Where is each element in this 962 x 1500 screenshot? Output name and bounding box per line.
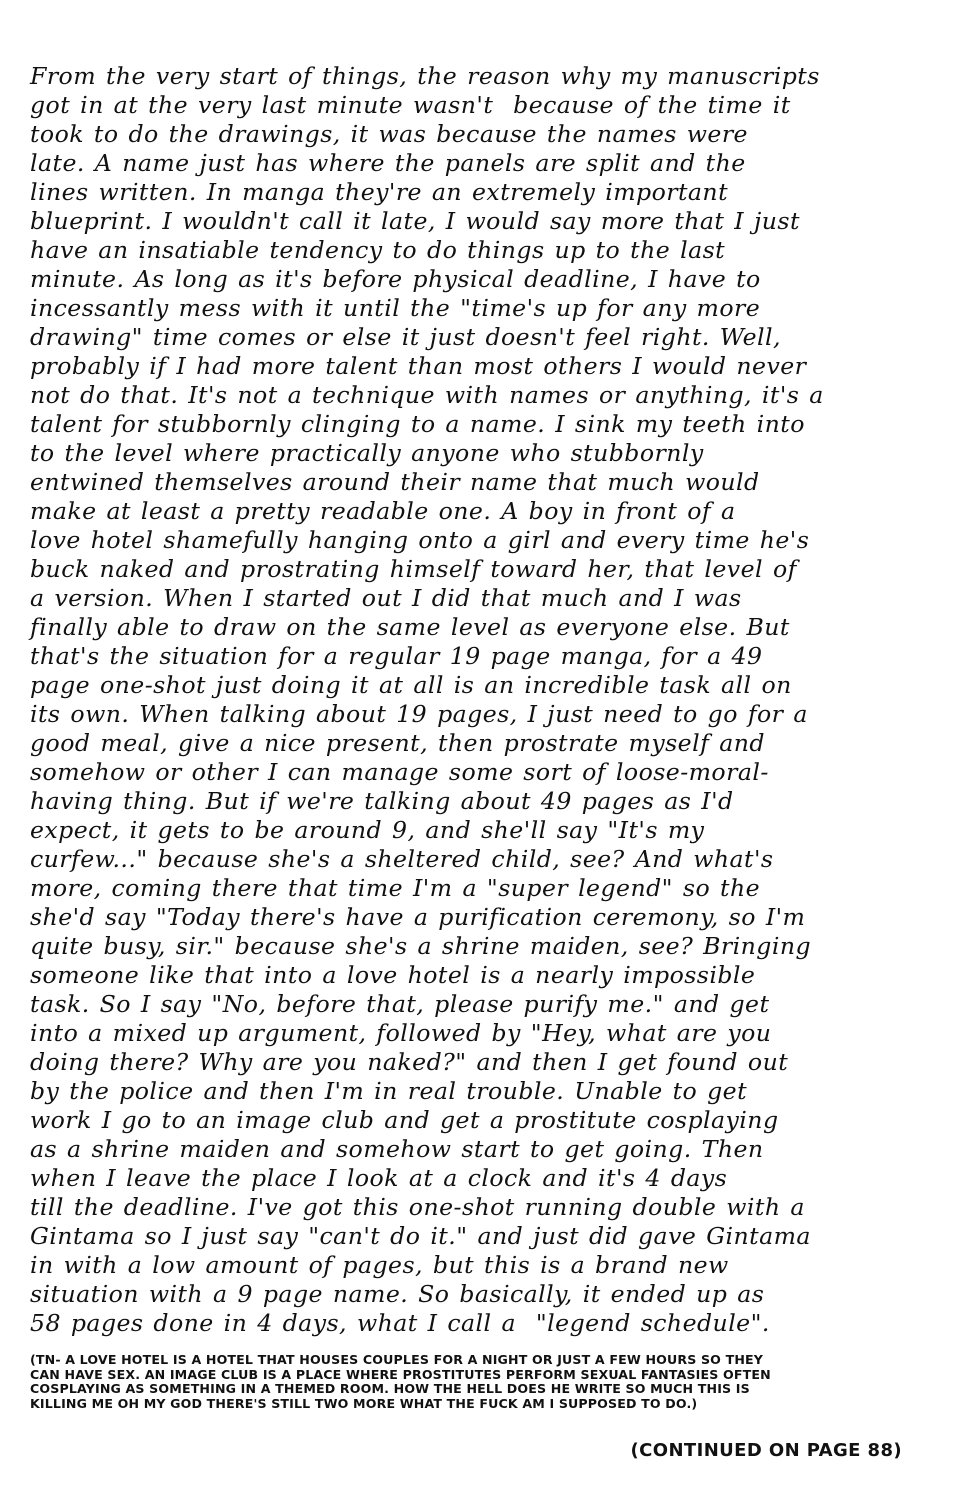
main-text: From the very start of things, the reason why my manuscripts got in at the very last minute wasn't because of the time it took to do the drawings, it was because the names were late. A name just has where the panels are split and the lines written. In manga they're an extremely important blueprint. I wouldn't call it late, I would say more that I just have an insatiable tendency to do things up to the last minute. As long as it's before physical deadline, I have to incessantly mess with it until the "time's up for any more drawing" time comes or else it just doesn't feel right. Well, probably if I had more talent than most others I would never not do that. It's not a technique with names or anything, it's a talent for stubbornly clinging to a name. I sink my teeth into to the level where practically anyone who stubbornly entwined themselves around their name that much would make at least a pretty readable one. A boy in front of a love hotel shamefully hanging onto a girl and every time he's buck naked and prostrating himself toward her, that level of a version. When I started out I did that much and I was finally able to draw on the same level as everyone else. But that's the situation for a regular 19 page manga, for a 49 page one-shot just doing it at all is an incredible task all on its own. When talking about 19 pages, I just need to go for a good meal, give a nice present, then prostrate myself and somehow or other I can manage some sort of loose-moral- having thing. But if we're talking about 49 pages as I'd expect, it gets to be around 9, and she'll say "It's my curfew..." because she's a sheltered child, see? And what's more, coming there that time I'm a "super legend" so the she'd say "Today there's have a purification ceremony, so I'm quite busy, sir." because she's a shrine maiden, see? Bringing someone like that into a love hotel is a nearly impossible task. So I say "No, before that, please purify me." and get into a mixed up argument, followed by "Hey, what are you doing there? Why are you naked?" and then I get found out by the police and then I'm in real trouble. Unable to get work I go to an image club and get a prostitute cosplaying as a shrine maiden and somehow start to get going. Then when I leave the place I look at a clock and it's 4 days till the deadline. I've got this one-shot running double with a Gintama so I just say "can't do it." and just did gave Gintama in with a low amount of pages, but this is a brand new situation with a 9 page name. So basically, it ended up as 58 pages done in 4 days, what I call a "legend schedule". [30, 62, 824, 1337]
continued-label: (CONTINUED ON PAGE 88) [630, 1440, 902, 1461]
translator-note: (TN- A LOVE HOTEL IS A HOTEL THAT HOUSES COUPLES FOR A NIGHT OR JUST A FEW HOURS SO THEY CAN HAVE SEX. AN IMAGE CLUB IS A PLACE WHERE PROSTITUTES PERFORM SEXUAL FANTASIES OFTEN COSPLAYING AS SOMETHING IN A THEMED ROOM. HOW THE HELL DOES HE WRITE SO MUCH THIS IS KILLING ME OH MY GOD THERE'S STILL TWO MORE WHAT THE FUCK AM I SUPPOSED TO DO.) [30, 1352, 771, 1411]
